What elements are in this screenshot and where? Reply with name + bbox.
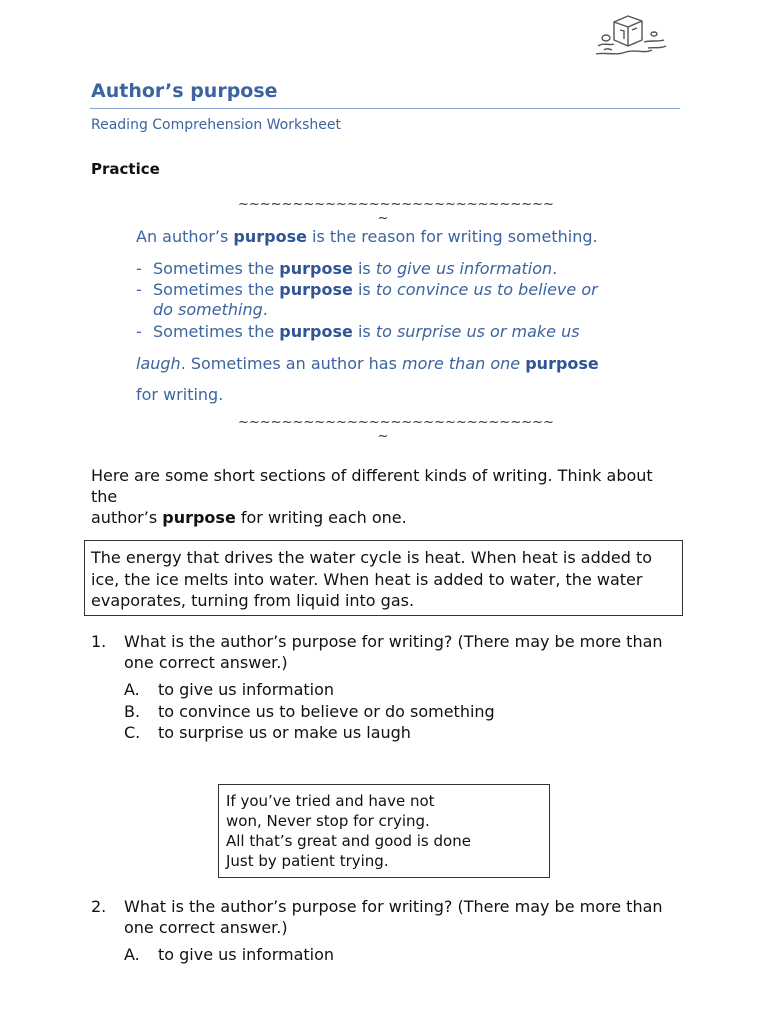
purpose-item <box>136 259 616 279</box>
option-letter: A. <box>124 945 140 964</box>
continuation-text: . Sometimes an author has <box>180 354 403 373</box>
tilde-line: ~~~~~~~~~~~~~~~~~~~~~~~~~~~~~ <box>238 415 554 430</box>
tilde-tail: ~ <box>377 211 389 226</box>
purpose-post: . <box>262 300 268 319</box>
purpose-continuation <box>136 354 599 374</box>
continuation-italic: laugh <box>136 354 181 373</box>
definition-keyword: purpose <box>233 227 307 246</box>
question-1 <box>91 631 691 673</box>
page-subtitle: Reading Comprehension Worksheet <box>91 117 341 133</box>
question-1-options <box>124 679 624 744</box>
poem-line: If you’ve tried and have not <box>226 792 435 810</box>
ice-cube-logo-icon <box>592 12 672 64</box>
option-letter: C. <box>124 723 141 742</box>
purpose-keyword: purpose <box>279 259 353 278</box>
poem-line: Just by patient trying. <box>226 852 389 870</box>
purpose-post: . <box>552 259 558 278</box>
title-divider <box>90 108 680 109</box>
passage-box: The energy that drives the water cycle is heat. When heat is added to ice, the ice melts into water. When heat is added to water, the water evaporates, turning from liquid into gas. <box>84 540 683 616</box>
tilde-divider-bottom <box>238 415 554 444</box>
answer-option[interactable] <box>124 679 624 701</box>
answer-option[interactable] <box>124 944 624 966</box>
instructions <box>91 465 691 528</box>
purpose-list <box>136 259 616 343</box>
option-text: to convince us to believe or do something <box>158 701 495 721</box>
section-label: Practice <box>91 160 160 178</box>
list-dash: - <box>136 259 142 278</box>
purpose-mid: is <box>352 259 376 278</box>
list-dash: - <box>136 322 142 341</box>
definition-text <box>136 227 598 247</box>
tilde-divider-top <box>238 197 554 226</box>
purpose-mid: is <box>352 280 376 299</box>
purpose-continuation-line2: for writing. <box>136 385 224 404</box>
option-text: to surprise us or make us laugh <box>158 723 411 742</box>
question-2-options <box>124 944 624 966</box>
option-letter: B. <box>124 701 141 721</box>
list-dash: - <box>136 280 142 299</box>
purpose-italic: to convince us to believe or do something <box>153 280 598 319</box>
question-text: What is the author’s purpose for writing? (There may be more than one correct answer.) <box>124 632 663 672</box>
answer-option[interactable] <box>124 722 624 744</box>
definition-post: is the reason for writing something. <box>306 227 598 246</box>
continuation-keyword: purpose <box>525 354 599 373</box>
continuation-italic: more than one <box>402 354 521 373</box>
instructions-line2 <box>91 507 691 528</box>
tilde-tail: ~ <box>377 429 389 444</box>
option-text: to give us information <box>158 945 335 964</box>
question-2 <box>91 896 691 938</box>
purpose-item <box>136 280 613 320</box>
instructions-keyword: purpose <box>162 508 236 527</box>
instructions-line1: Here are some short sections of different kinds of writing. Think about the <box>91 466 653 506</box>
poem-line: All that’s great and good is done <box>226 832 471 850</box>
purpose-keyword: purpose <box>279 280 353 299</box>
poem-box <box>218 784 550 878</box>
instructions-post: for writing each one. <box>235 508 407 527</box>
answer-option[interactable] <box>124 701 624 723</box>
purpose-pre: Sometimes the <box>153 280 280 299</box>
purpose-mid: is <box>352 322 376 341</box>
purpose-pre: Sometimes the <box>153 322 280 341</box>
purpose-pre: Sometimes the <box>153 259 280 278</box>
poem-line: won, Never stop for crying. <box>226 812 430 830</box>
question-number: 2. <box>91 897 107 916</box>
instructions-pre: author’s <box>91 508 163 527</box>
definition-pre: An author’s <box>136 227 234 246</box>
purpose-italic: to give us information <box>375 259 553 278</box>
page-title: Author’s purpose <box>91 80 278 102</box>
tilde-line: ~~~~~~~~~~~~~~~~~~~~~~~~~~~~~ <box>238 197 554 212</box>
option-letter: A. <box>124 680 140 699</box>
purpose-item <box>136 322 616 342</box>
option-text: to give us information <box>158 680 335 699</box>
question-number: 1. <box>91 632 107 651</box>
purpose-keyword: purpose <box>279 322 353 341</box>
question-text: What is the author’s purpose for writing? (There may be more than one correct answer.) <box>124 897 663 937</box>
purpose-italic: to surprise us or make us <box>375 322 580 341</box>
